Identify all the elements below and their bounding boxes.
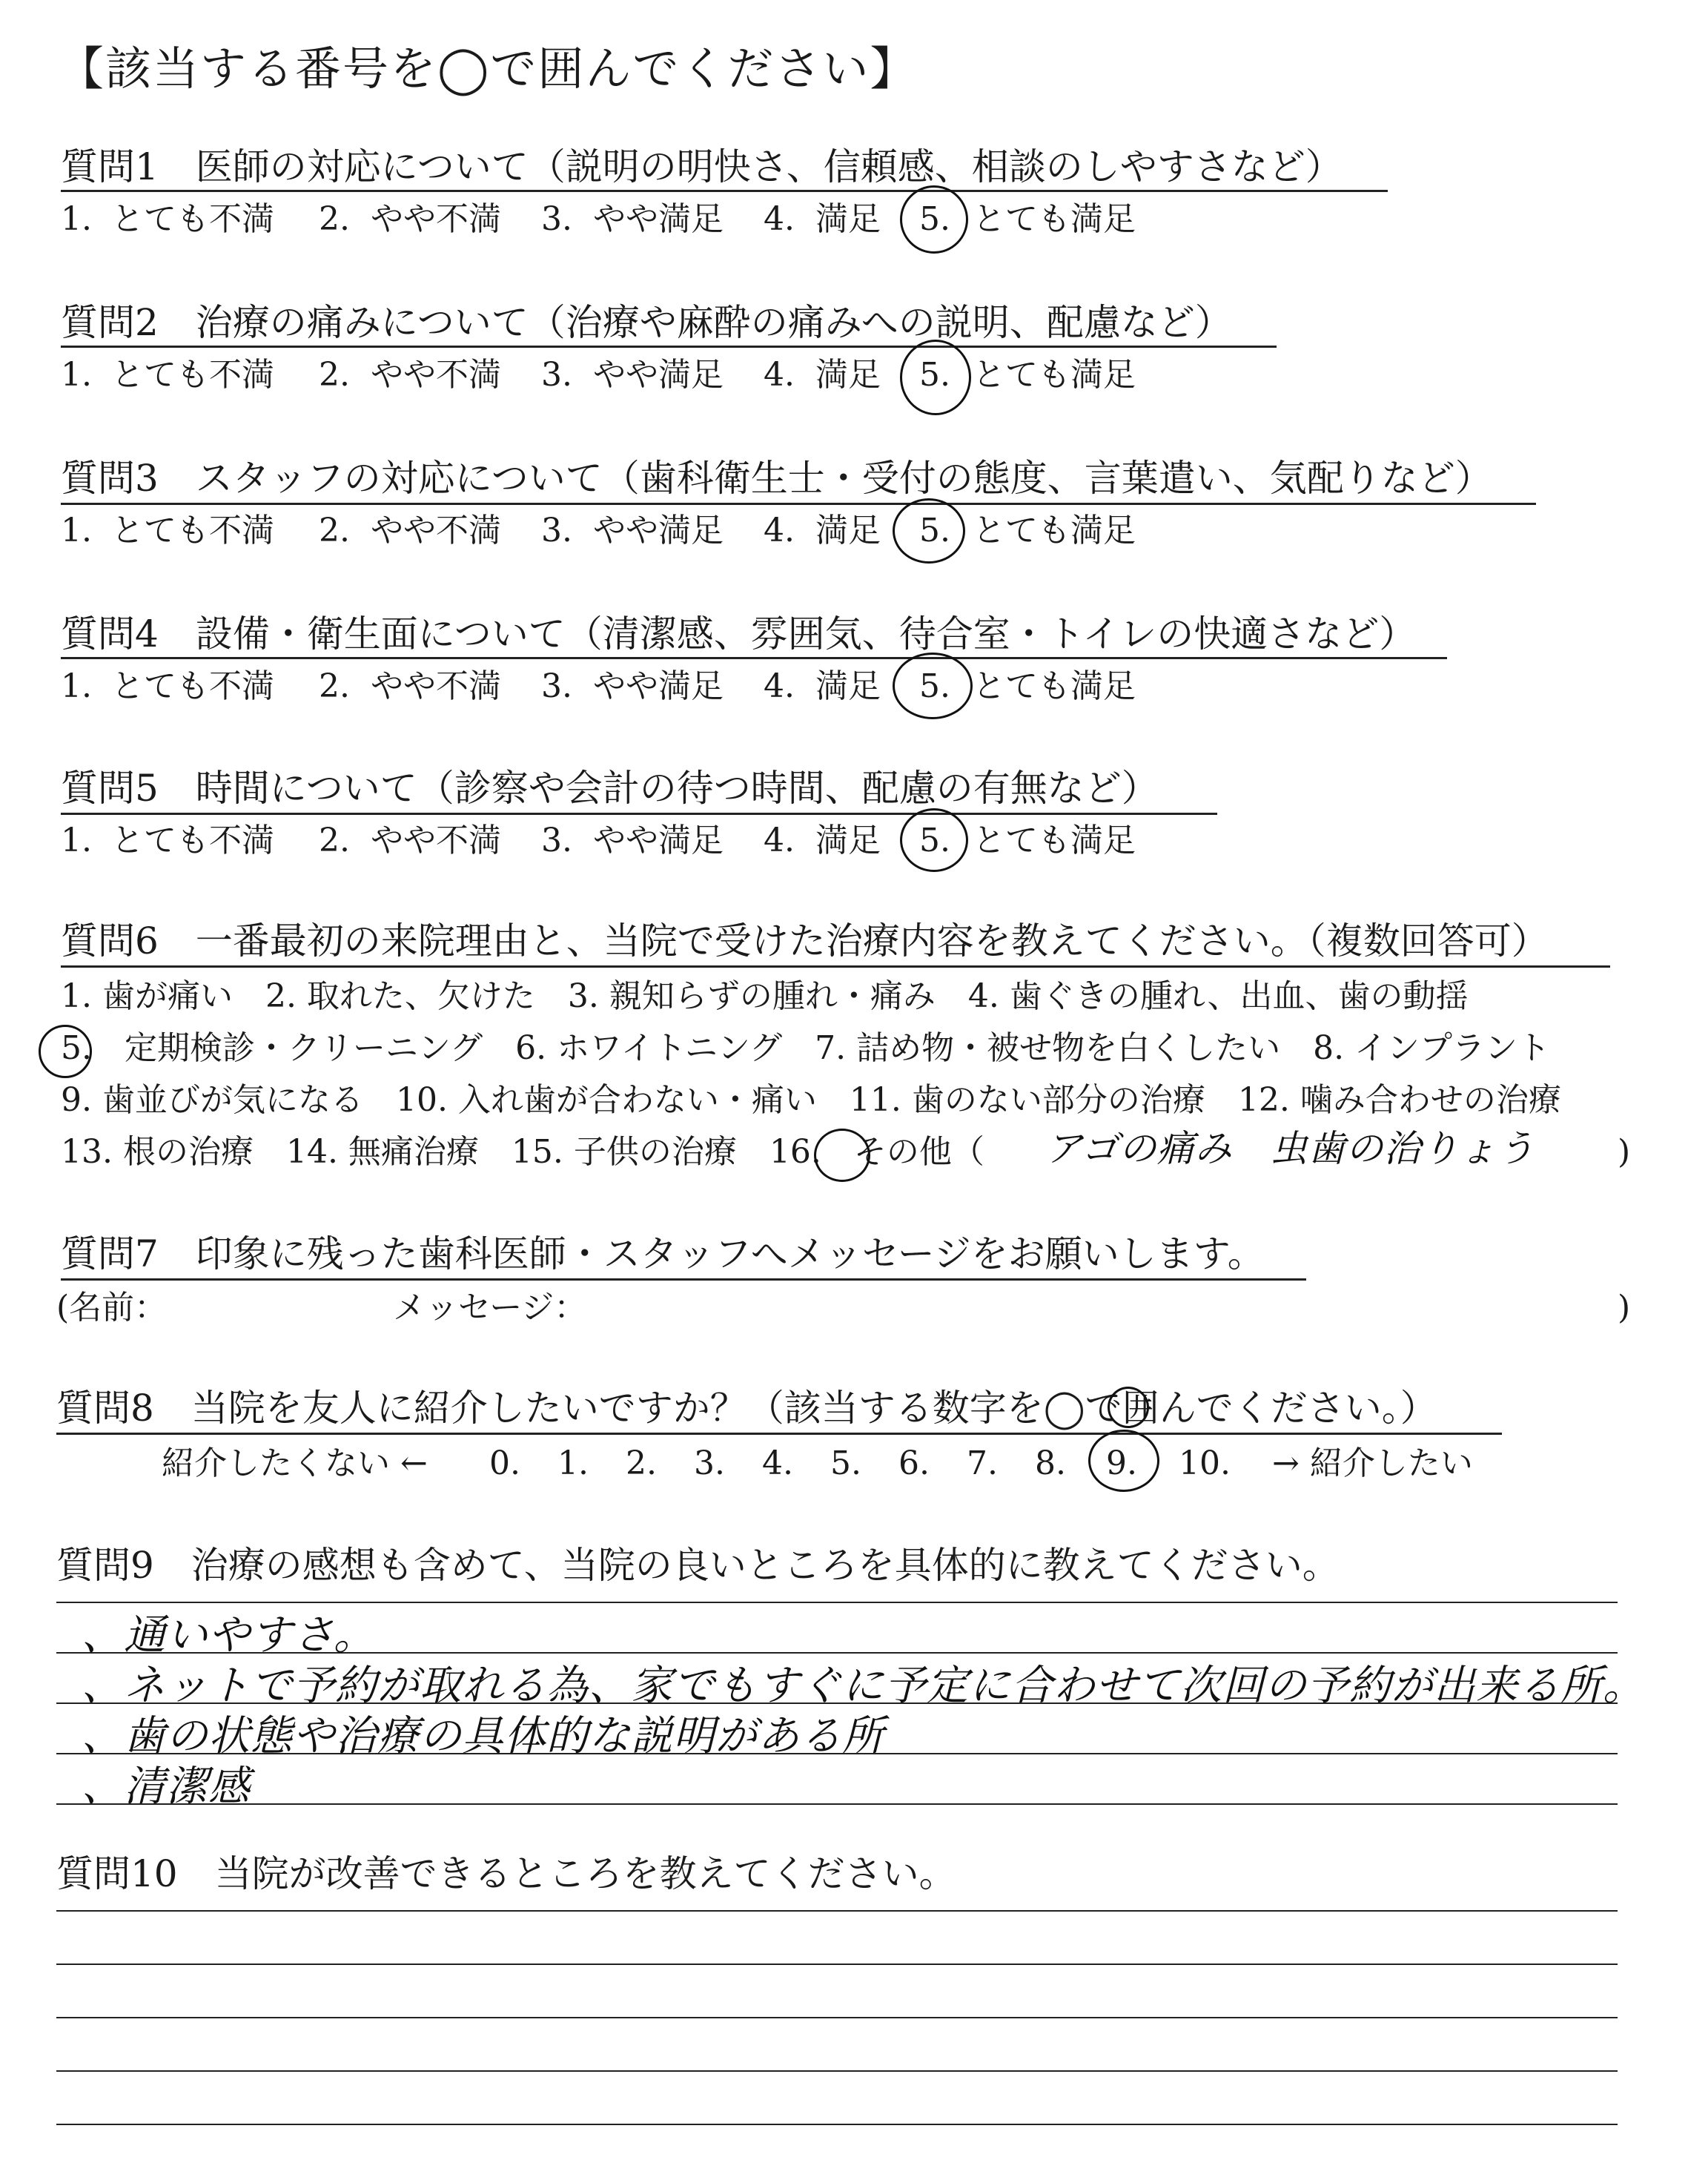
q4-opt5-label: とても満足 <box>973 667 1136 705</box>
q5-opt5-label: とても満足 <box>973 822 1136 859</box>
q4-opt2-label: やや不満 <box>371 667 501 705</box>
q8-right-label: → 紹介したい <box>1272 1444 1473 1482</box>
q5-opt3-num[interactable]: 3. <box>541 822 572 859</box>
q10-line-5[interactable] <box>56 2124 1618 2125</box>
q2-opt3-label: やや満足 <box>593 356 724 394</box>
q9-answer-3[interactable]: 、歯の状態や治療の具体的な説明がある所 <box>82 1712 884 1760</box>
q5-opt4-label: 満足 <box>815 822 881 859</box>
q10-line-2[interactable] <box>56 1964 1618 1965</box>
q10-line-4[interactable] <box>56 2070 1618 2072</box>
q6-row-3[interactable]: 9. 歯並びが気になる 10. 入れ歯が合わない・痛い 11. 歯のない部分の治療 12. 噛み合わせの治療 <box>61 1081 1561 1119</box>
q2-circle-mark <box>900 340 971 415</box>
q4-circle-mark <box>893 653 973 719</box>
q2-label: 質問2 治療の痛みについて（治療や麻酔の痛みへの説明、配慮など） <box>61 301 1232 344</box>
q8-underline <box>56 1433 1502 1435</box>
q2-opt5-label: とても満足 <box>973 356 1136 394</box>
q1-circle-mark <box>900 185 968 254</box>
q8-scale-0[interactable]: 0. <box>489 1444 520 1482</box>
q6-row-2[interactable]: 5. 定期検診・クリーニング 6. ホワイトニング 7. 詰め物・被せ物を白くしたい 8. インプラント <box>61 1029 1551 1067</box>
q3-opt4-label: 満足 <box>815 512 881 549</box>
q1-opt2-label: やや不満 <box>371 200 501 238</box>
q5-circle-mark <box>900 808 968 872</box>
q3-label: 質問3 スタッフの対応について（歯科衛生士・受付の態度、言葉遣い、気配りなど） <box>61 457 1492 500</box>
q2-opt5-num[interactable]: 5. <box>919 356 950 394</box>
q4-label: 質問4 設備・衛生面について（清潔感、雰囲気、待合室・トイレの快適さなど） <box>61 612 1417 655</box>
q4-opt3-label: やや満足 <box>593 667 724 705</box>
q1-opt1-label: とても不満 <box>111 200 274 238</box>
q1-opt5-label: とても満足 <box>973 200 1136 238</box>
q1-label: 質問1 医師の対応について（説明の明快さ、信頼感、相談のしやすさなど） <box>61 145 1343 188</box>
q3-opt3-num[interactable]: 3. <box>541 512 572 549</box>
q5-underline <box>61 813 1217 815</box>
q8-scale-5[interactable]: 5. <box>830 1444 861 1482</box>
q2-opt2-num[interactable]: 2. <box>319 356 350 394</box>
q6-row-1[interactable]: 1. 歯が痛い 2. 取れた、欠けた 3. 親知らずの腫れ・痛み 4. 歯ぐきの腫れ、出血、歯の動揺 <box>61 977 1469 1015</box>
q1-opt4-label: 満足 <box>815 200 881 238</box>
q1-opt1-num[interactable]: 1. <box>61 200 92 238</box>
q9-line-5 <box>56 1803 1618 1805</box>
q3-opt4-num[interactable]: 4. <box>764 512 795 549</box>
q4-opt3-num[interactable]: 3. <box>541 667 572 705</box>
q5-opt2-num[interactable]: 2. <box>319 822 350 859</box>
q5-opt1-num[interactable]: 1. <box>61 822 92 859</box>
q8-scale-2[interactable]: 2. <box>626 1444 657 1482</box>
q2-underline <box>61 346 1277 348</box>
page-title: 【該当する番号を◯で囲んでください】 <box>58 42 918 96</box>
q4-opt1-num[interactable]: 1. <box>61 667 92 705</box>
q9-answer-2[interactable]: 、ネットで予約が取れる為、家でもすぐに予定に合わせて次回の予約が出来る所。 <box>82 1662 1645 1710</box>
q8-scale-10[interactable]: 10. <box>1179 1444 1231 1482</box>
q6-row-4-close: ) <box>1618 1133 1631 1171</box>
q1-opt4-num[interactable]: 4. <box>764 200 795 238</box>
q3-opt5-num[interactable]: 5. <box>919 512 950 549</box>
q3-opt2-num[interactable]: 2. <box>319 512 350 549</box>
q2-opt1-num[interactable]: 1. <box>61 356 92 394</box>
q3-opt2-label: やや不満 <box>371 512 501 549</box>
q9-answer-4[interactable]: 、清潔感 <box>82 1763 251 1811</box>
q2-opt4-label: 満足 <box>815 356 881 394</box>
q6-label: 質問6 一番最初の来院理由と、当院で受けた治療内容を教えてください。（複数回答可） <box>61 919 1549 962</box>
q10-line-3[interactable] <box>56 2017 1618 2018</box>
q8-circle-mark <box>1088 1430 1159 1492</box>
q3-opt1-label: とても不満 <box>111 512 274 549</box>
q8-label: 質問8 当院を友人に紹介したいですか？（該当する数字を◯で囲んでください。） <box>56 1387 1437 1430</box>
q1-opt2-num[interactable]: 2. <box>319 200 350 238</box>
q9-answer-1[interactable]: 、通いやすさ。 <box>82 1611 376 1659</box>
q2-opt1-label: とても不満 <box>111 356 274 394</box>
q2-opt2-label: やや不満 <box>371 356 501 394</box>
q10-label: 質問10 当院が改善できるところを教えてください。 <box>56 1852 956 1895</box>
q9-line-1 <box>56 1602 1618 1603</box>
q7-name-label: (名前： <box>56 1289 168 1327</box>
q1-opt3-num[interactable]: 3. <box>541 200 572 238</box>
q4-opt2-num[interactable]: 2. <box>319 667 350 705</box>
q10-line-1[interactable] <box>56 1910 1618 1912</box>
q7-underline <box>61 1278 1306 1281</box>
q6-circle-mark-16 <box>814 1129 870 1182</box>
q4-underline <box>61 657 1447 659</box>
q3-circle-mark <box>893 498 965 564</box>
q3-opt1-num[interactable]: 1. <box>61 512 92 549</box>
q5-opt5-num[interactable]: 5. <box>919 822 950 859</box>
q5-label: 質問5 時間について（診察や会計の待つ時間、配慮の有無など） <box>61 767 1159 810</box>
q8-left-label: 紹介したくない ← <box>162 1444 428 1482</box>
q1-opt3-label: やや満足 <box>593 200 724 238</box>
q6-row-4[interactable]: 13. 根の治療 14. 無痛治療 15. 子供の治療 16. その他（ <box>61 1133 984 1171</box>
q5-opt3-label: やや満足 <box>593 822 724 859</box>
q5-opt2-label: やや不満 <box>371 822 501 859</box>
q4-opt4-label: 満足 <box>815 667 881 705</box>
q4-opt4-num[interactable]: 4. <box>764 667 795 705</box>
q8-scale-3[interactable]: 3. <box>694 1444 725 1482</box>
q8-scale-8[interactable]: 8. <box>1035 1444 1066 1482</box>
q8-scale-6[interactable]: 6. <box>898 1444 930 1482</box>
q4-opt1-label: とても不満 <box>111 667 274 705</box>
q1-opt5-num[interactable]: 5. <box>919 200 950 238</box>
q8-scale-4[interactable]: 4. <box>762 1444 793 1482</box>
q3-underline <box>61 503 1536 505</box>
q6-other-handwritten[interactable]: アゴの痛み 虫歯の治りょう <box>1045 1127 1535 1170</box>
q1-underline <box>61 190 1388 192</box>
q6-circle-mark-5 <box>39 1025 92 1078</box>
q7-message-label: メッセージ： <box>393 1289 587 1327</box>
q3-opt3-label: やや満足 <box>593 512 724 549</box>
q8-label-circle-mark <box>1108 1387 1149 1428</box>
q2-opt3-num[interactable]: 3. <box>541 356 572 394</box>
q5-opt1-label: とても不満 <box>111 822 274 859</box>
q7-label: 質問7 印象に残った歯科医師・スタッフへメッセージをお願いします。 <box>61 1232 1265 1275</box>
q5-opt4-num[interactable]: 4. <box>764 822 795 859</box>
q8-scale-1[interactable]: 1. <box>557 1444 589 1482</box>
q2-opt4-num[interactable]: 4. <box>764 356 795 394</box>
q7-close-paren: ) <box>1618 1289 1631 1327</box>
q3-opt5-label: とても満足 <box>973 512 1136 549</box>
q6-underline <box>61 965 1610 968</box>
q9-label: 質問9 治療の感想も含めて、当院の良いところを具体的に教えてください。 <box>56 1544 1340 1587</box>
q8-scale-7[interactable]: 7. <box>967 1444 998 1482</box>
q8-scale-9[interactable]: 9. <box>1106 1444 1137 1482</box>
q4-opt5-num[interactable]: 5. <box>919 667 950 705</box>
